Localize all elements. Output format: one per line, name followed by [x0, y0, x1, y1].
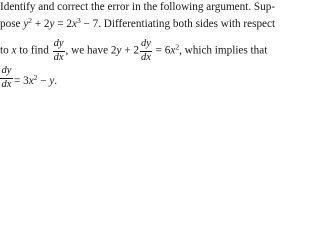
text-fragment: to find	[16, 44, 52, 57]
text-fragment: pose	[0, 18, 24, 30]
text-fragment: to	[0, 44, 12, 57]
exponent: 2	[28, 16, 33, 25]
text-fragment: = 2	[54, 18, 72, 30]
text-fragment: , we have 2	[65, 44, 117, 57]
exponent: 3	[76, 16, 81, 25]
fraction-dy-dx	[140, 39, 152, 63]
var-y: y	[116, 44, 122, 57]
fraction-denominator: dx	[1, 78, 12, 90]
fraction-numerator: dy	[140, 39, 152, 52]
var-y: y	[23, 18, 29, 30]
fraction-numerator: dy	[53, 39, 65, 52]
fraction-numerator: dy	[0, 66, 13, 79]
text-fragment: + 2	[121, 44, 139, 57]
problem-line-1: Identify and correct the error in the following argument. Sup-	[0, 1, 276, 13]
exponent: 2	[33, 73, 38, 82]
fraction-dy-dx	[53, 39, 65, 63]
text-fragment: , which implies that	[179, 44, 268, 57]
fraction-denominator: dx	[53, 51, 64, 63]
text-fragment: .	[54, 75, 58, 87]
problem-line-4	[14, 73, 58, 87]
text-fragment: + 2	[32, 18, 50, 30]
fraction-dy-dx	[0, 66, 13, 90]
var-y: y	[49, 75, 55, 87]
fraction-denominator: dx	[140, 51, 151, 63]
var-x: x	[170, 44, 176, 57]
var-x: x	[28, 75, 34, 87]
exponent: 2	[175, 42, 180, 52]
problem-line-3	[0, 39, 267, 63]
text-fragment: − 7. Differentiating both sides with respect	[80, 18, 276, 30]
text-fragment: −	[37, 75, 50, 87]
problem-line-2	[0, 16, 276, 30]
var-x: x	[11, 44, 17, 57]
text-fragment: = 3	[14, 75, 29, 87]
var-x: x	[72, 18, 77, 30]
var-y: y	[49, 18, 55, 30]
text-fragment: = 6	[152, 44, 171, 57]
